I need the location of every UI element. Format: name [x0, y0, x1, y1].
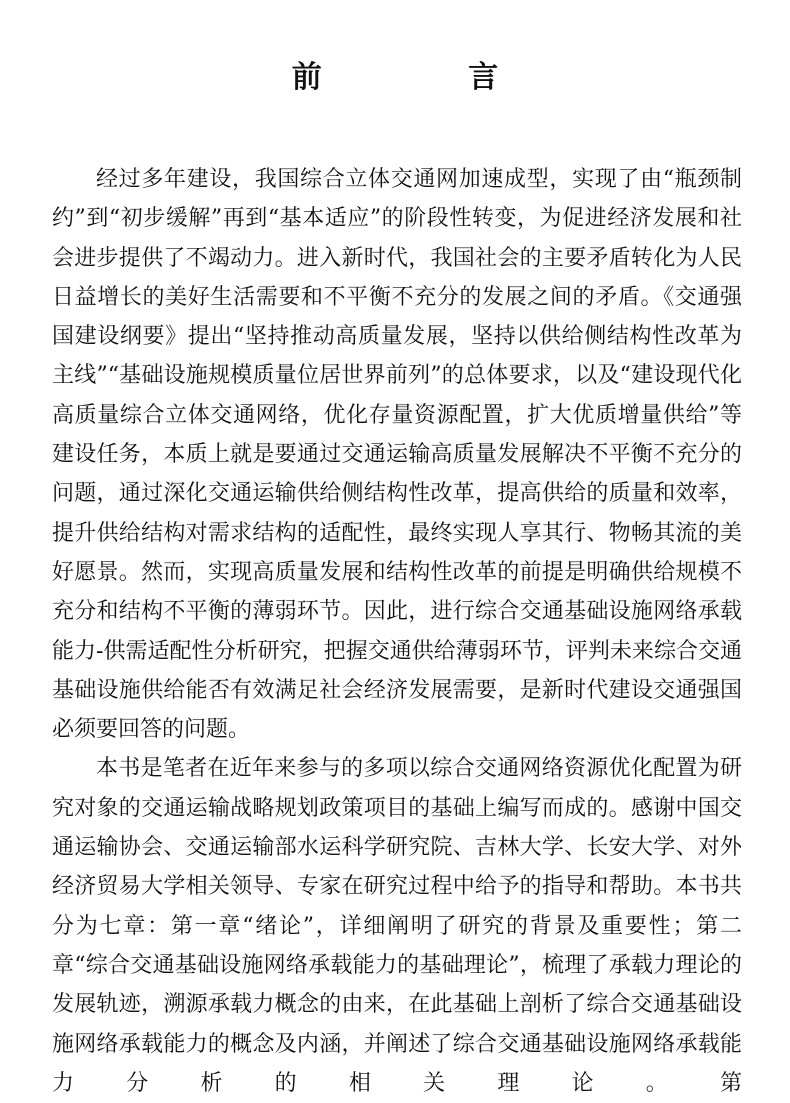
page-title: 前 言: [291, 60, 567, 95]
preface-body: [52, 160, 742, 1103]
paragraph-1: 经过多年建设，我国综合立体交通网加速成型，实现了由“瓶颈制约”到“初步缓解”再到“基本适应”的阶段性转变，为促进经济发展和社会进步提供了不竭动力。进入新时代，我国社会的主要矛盾转化为人民日益增长的美好生活需要和不平衡不充分的发展之间的矛盾。《交通强国建设纲要》提出“坚持推动高质量发展，坚持以供给侧结构性改革为主线”“基础设施规模质量位居世界前列”的总体要求，以及“建设现代化高质量综合立体交通网络，优化存量资源配置，扩大优质增量供给”等建设任务，本质上就是要通过交通运输高质量发展解决不平衡不充分的问题，通过深化交通运输供给侧结构性改革，提高供给的质量和效率，提升供给结构对需求结构的适配性，最终实现人享其行、物畅其流的美好愿景。然而，实现高质量发展和结构性改革的前提是明确供给规模不充分和结构不平衡的薄弱环节。因此，进行综合交通基础设施网络承载能力-供需适配性分析研究，把握交通供给薄弱环节，评判未来综合交通基础设施供给能否有效满足社会经济发展需要，是新时代建设交通强国必须要回答的问题。: [52, 167, 742, 743]
paragraph-2: 本书是笔者在近年来参与的多项以综合交通网络资源优化配置为研究对象的交通运输战略规划政策项目的基础上编写而成的。感谢中国交通运输协会、交通运输部水运科学研究院、吉林大学、长安大学、对外经济贸易大学相关领导、专家在研究过程中给予的指导和帮助。本书共分为七章：第一章“绪论”，详细阐明了研究的背景及重要性；第二章“综合交通基础设施网络承载能力的基础理论”，梳理了承载力理论的发展轨迹，溯源承载力概念的由来，在此基础上剖析了综合交通基础设施网络承载能力的概念及内涵，并阐述了综合交通基础设施网络承载能力分析的相关理论。第: [52, 756, 742, 1096]
